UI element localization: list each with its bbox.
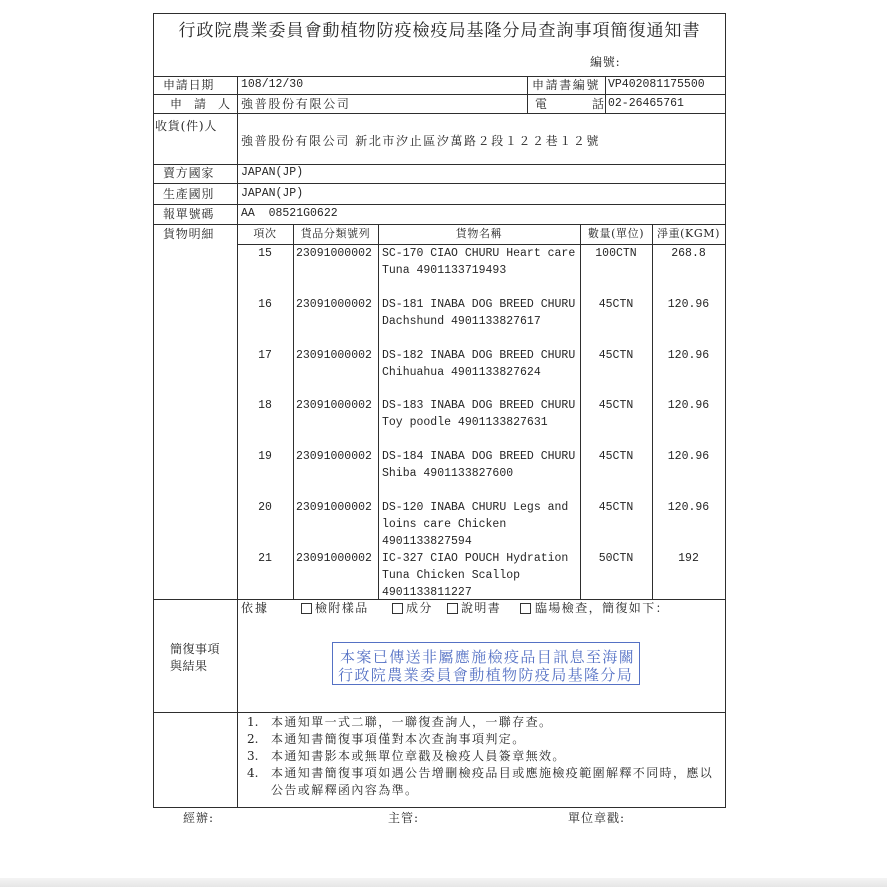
item-name: IC-327 CIAO POUCH Hydration Tuna Chicken Scallop 4901133811227 [382, 551, 569, 599]
list-item [247, 731, 722, 748]
document-title: 行政院農業委員會動植物防疫檢疫局基隆分局查詢事項簡復通知書 [178, 21, 701, 41]
column-header-quantity: 數量(單位) [587, 227, 645, 240]
goods-label: 貨物明細 [163, 227, 215, 241]
item-quantity: 45CTN [598, 450, 634, 464]
form-rule-horizontal [153, 164, 726, 165]
serial-number-label: 編號: [590, 55, 621, 69]
option-sample-label: 檢附樣品 [315, 601, 369, 615]
column-header-item-no: 項次 [253, 227, 277, 240]
note-number: 4. [247, 765, 259, 780]
checkbox-ingredients [392, 603, 403, 614]
form-rule-horizontal [153, 183, 726, 184]
table-row [237, 396, 725, 447]
apply-date-label: 申請日期 [163, 78, 215, 92]
consignee-label: 收貨(件)人 [155, 119, 218, 133]
apply-date-value: 108/12/30 [241, 78, 304, 91]
item-no: 21 [258, 551, 272, 565]
item-quantity: 45CTN [598, 297, 634, 311]
origin-country-label: 生產國別 [163, 187, 215, 201]
item-net-weight: 120.96 [667, 297, 710, 311]
item-tariff-code: 23091000002 [296, 399, 372, 413]
item-net-weight: 192 [678, 551, 699, 565]
option-manual-label: 說明書 [461, 601, 502, 615]
list-item [247, 748, 722, 765]
item-tariff-code: 23091000002 [296, 297, 372, 311]
note-number: 3. [247, 748, 259, 763]
stamp [332, 642, 640, 685]
item-no: 15 [258, 247, 272, 260]
note-number: 2. [247, 731, 259, 746]
form-rule-horizontal [153, 76, 726, 77]
unit-seal-label: 單位章戳: [568, 811, 626, 825]
table-row [237, 498, 725, 549]
form-rule-horizontal [153, 224, 726, 225]
handler-label: 經辦: [183, 811, 215, 825]
item-name: DS-182 INABA DOG BREED CHURU Chihuahua 4901133827624 [382, 348, 576, 379]
item-no: 16 [258, 297, 272, 311]
declaration-no-value: AA 08521G0622 [241, 207, 338, 220]
item-quantity: 50CTN [598, 551, 634, 565]
checkbox-manual [447, 603, 458, 614]
form-rule-horizontal [153, 113, 726, 114]
item-tariff-code: 23091000002 [296, 247, 372, 260]
option-onsite-inspection-label: 臨場檢查，簡復如下： [535, 601, 670, 615]
basis-label: 依據 [241, 601, 270, 615]
origin-country-value: JAPAN(JP) [241, 187, 304, 200]
item-name: DS-183 INABA DOG BREED CHURU Toy poodle 4901133827631 [382, 399, 576, 430]
reply-result-label: 簡復事項與結果 [170, 642, 221, 673]
item-net-weight: 120.96 [667, 348, 710, 362]
column-header-tariff-code: 貨品分類號列 [300, 227, 371, 240]
item-net-weight: 120.96 [667, 399, 710, 413]
application-no-label: 申請書編號 [532, 78, 601, 92]
item-no: 20 [258, 501, 272, 514]
option-ingredients-label: 成分 [406, 601, 433, 615]
item-net-weight: 268.8 [671, 247, 706, 260]
list-item [247, 765, 722, 799]
note-text: 本通知書簡復事項如遇公告增刪檢疫品目或應施檢疫範圍解釋不同時，應以公告或解釋函內容為準。 [271, 765, 714, 797]
item-tariff-code: 23091000002 [296, 348, 372, 362]
note-text: 本通知單一式二聯，一聯復查詢人，一聯存查。 [271, 714, 553, 729]
item-name: DS-184 INABA DOG BREED CHURU Shiba 4901133827600 [382, 450, 576, 481]
phone-label: 電 話 [535, 97, 612, 111]
item-no: 19 [258, 450, 272, 464]
item-net-weight: 120.96 [667, 501, 710, 514]
item-quantity: 45CTN [598, 348, 634, 362]
form-rule-horizontal [153, 94, 726, 95]
item-no: 18 [258, 399, 272, 413]
item-tariff-code: 23091000002 [296, 501, 372, 514]
table-row [237, 244, 725, 295]
table-row [237, 346, 725, 397]
stamp-line: 行政院農業委員會動植物防疫局基隆分局 [338, 666, 634, 684]
supervisor-label: 主管: [388, 811, 420, 825]
item-name: DS-181 INABA DOG BREED CHURU Dachshund 4901133827617 [382, 297, 576, 328]
seller-country-value: JAPAN(JP) [241, 166, 304, 179]
scan-edge [0, 878, 887, 887]
table-row [237, 549, 725, 600]
column-header-goods-name: 貨物名稱 [455, 227, 503, 240]
list-item [247, 714, 722, 731]
applicant-label: 申 請 人 [170, 97, 231, 111]
item-quantity: 45CTN [598, 399, 634, 413]
consignee-value: 強普股份有限公司 新北市汐止區汐萬路２段１２２巷１２號 [241, 134, 601, 148]
seller-country-label: 賣方國家 [163, 166, 215, 180]
item-no: 17 [258, 348, 272, 362]
note-text: 本通知書影本或無單位章戳及檢疫人員簽章無效。 [271, 748, 566, 763]
note-number: 1. [247, 714, 259, 729]
item-quantity: 100CTN [595, 247, 637, 260]
table-row [237, 295, 725, 346]
item-name: SC-170 CIAO CHURU Heart care Tuna 4901133719493 [382, 247, 576, 277]
table-row [237, 447, 725, 498]
item-tariff-code: 23091000002 [296, 450, 372, 464]
item-name: DS-120 INABA CHURU Legs and loins care Chicken 4901133827594 [382, 501, 569, 548]
note-text: 本通知書簡復事項僅對本次查詢事項判定。 [271, 731, 526, 746]
phone-value: 02-26465761 [608, 97, 684, 110]
item-tariff-code: 23091000002 [296, 551, 372, 565]
checkbox-sample [301, 603, 312, 614]
checkbox-onsite-inspection [520, 603, 531, 614]
form-rule-vertical [527, 76, 528, 113]
item-net-weight: 120.96 [667, 450, 710, 464]
application-no-value: VP402081175500 [608, 78, 705, 91]
notes-list [247, 714, 722, 799]
form-rule-horizontal [153, 204, 726, 205]
stamp-line: 本案已傳送非屬應施檢疫品目訊息至海關 [340, 648, 636, 666]
column-header-net-weight: 淨重(KGM) [656, 227, 721, 240]
declaration-no-label: 報單號碼 [163, 207, 215, 221]
item-quantity: 45CTN [598, 501, 634, 514]
applicant-value: 強普股份有限公司 [241, 97, 351, 111]
